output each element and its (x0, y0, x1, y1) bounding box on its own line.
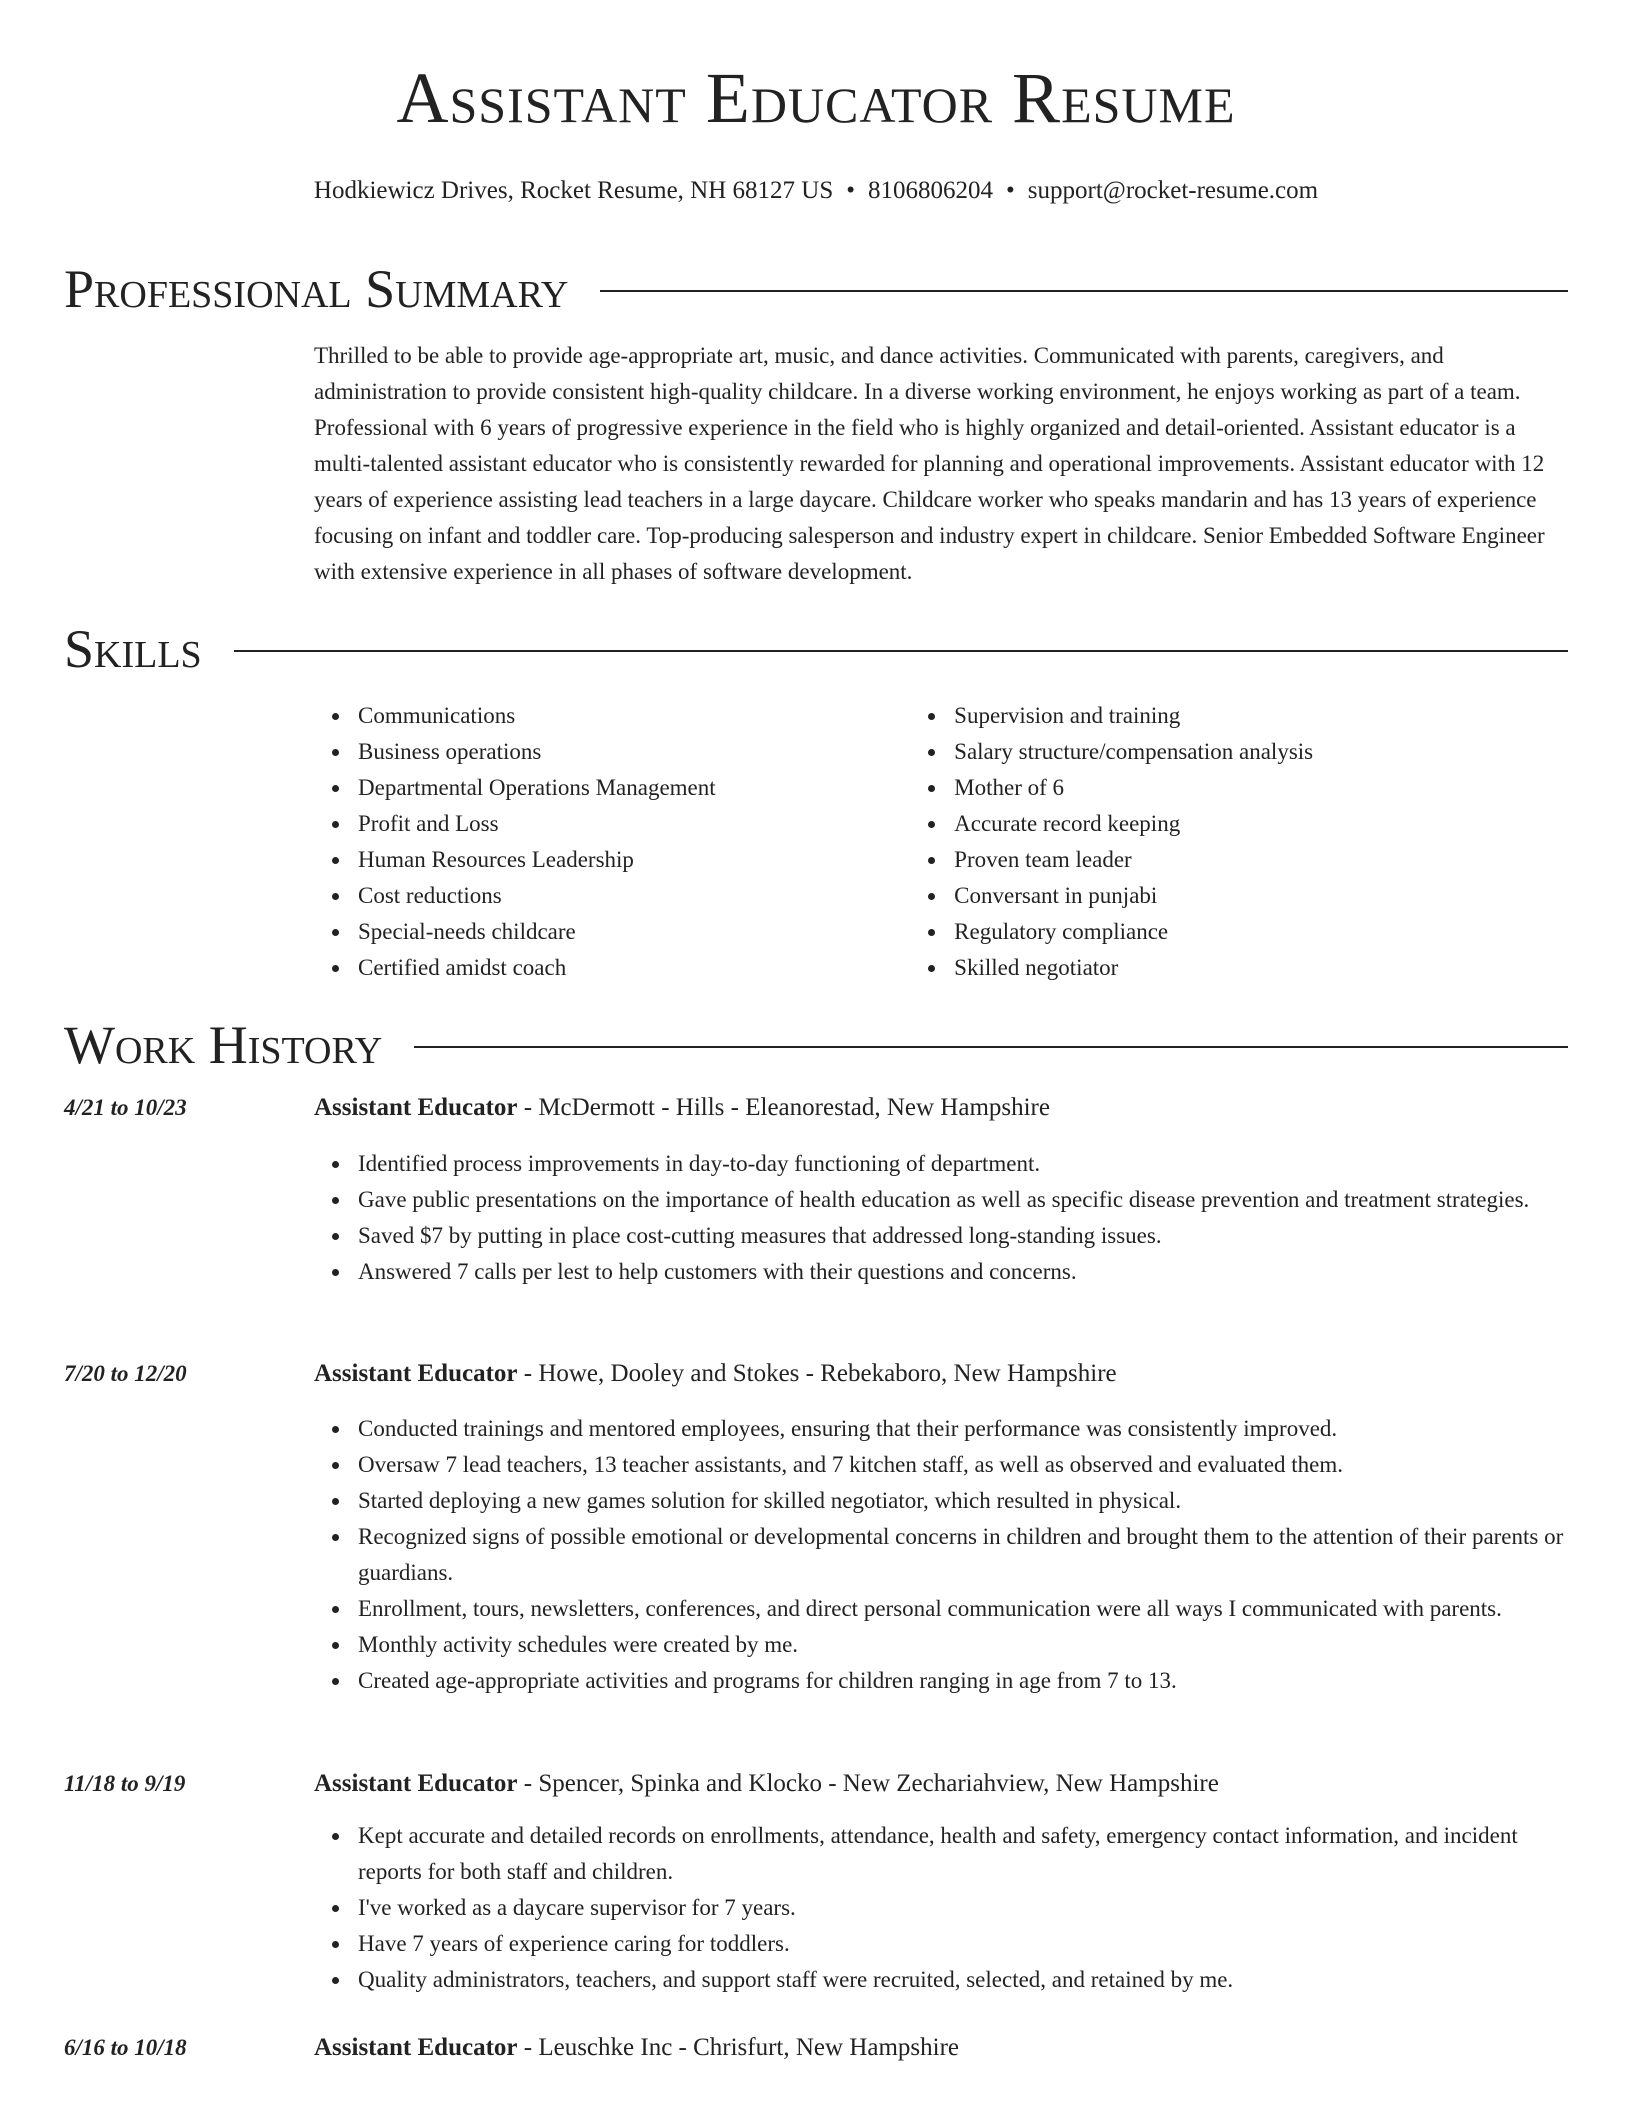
skill-item: Skilled negotiator (954, 950, 1568, 986)
skill-item: Special-needs childcare (358, 914, 910, 950)
section-divider (600, 290, 1568, 292)
section-professional-summary (64, 259, 1568, 319)
section-heading: Work History (64, 1015, 383, 1075)
job-duty-item: Answered 7 calls per lest to help customers with their questions and concerns. (358, 1254, 1568, 1290)
job-dates: 4/21 to 10/23 (64, 1095, 187, 1120)
skill-item: Communications (358, 698, 910, 734)
job-duties (314, 1411, 1568, 1699)
skill-item: Profit and Loss (358, 806, 910, 842)
skill-item: Mother of 6 (954, 770, 1568, 806)
resume-title: Assistant Educator Resume (396, 58, 1236, 138)
job-duty-item: Identified process improvements in day-to-day functioning of department. (358, 1146, 1568, 1182)
job-role: Assistant Educator (314, 2034, 518, 2061)
job-role: Assistant Educator (314, 1360, 518, 1387)
job-duty-item: Gave public presentations on the importance of health education as well as specific disease prevention and treatment strategies. (358, 1182, 1568, 1218)
job-duty-item: Oversaw 7 lead teachers, 13 teacher assistants, and 7 kitchen staff, as well as observed and evaluated them. (358, 1447, 1568, 1483)
skills-column-right (910, 698, 1568, 986)
job-duty-item: Kept accurate and detailed records on enrollments, attendance, health and safety, emergency contact information, and incident reports for both staff and children. (358, 1818, 1568, 1890)
job-employer-location: - Leuschke Inc - Chrisfurt, New Hampshire (517, 2034, 960, 2061)
job-dates: 11/18 to 9/19 (64, 1771, 186, 1796)
job-employer-location: - McDermott - Hills - Eleanorestad, New Hampshire (517, 1094, 1050, 1121)
job-title-line (314, 1766, 1568, 1802)
job-title-line (314, 1090, 1568, 1126)
skill-item: Regulatory compliance (954, 914, 1568, 950)
job-duty-item: Recognized signs of possible emotional or developmental concerns in children and brought them to the attention of their parents or guardians. (358, 1519, 1568, 1591)
skill-item: Departmental Operations Management (358, 770, 910, 806)
skill-item: Human Resources Leadership (358, 842, 910, 878)
skills-list (314, 698, 1568, 986)
job-duty-item: Saved $7 by putting in place cost-cutting measures that addressed long-standing issues. (358, 1218, 1568, 1254)
job-role: Assistant Educator (314, 1770, 518, 1797)
job-dates: 6/16 to 10/18 (64, 2035, 187, 2060)
skill-item: Certified amidst coach (358, 950, 910, 986)
job-dates: 7/20 to 12/20 (64, 1361, 187, 1386)
job-role: Assistant Educator (314, 1094, 518, 1121)
job-duties (314, 1818, 1568, 1998)
skills-column-left (314, 698, 910, 986)
contact-email: support@rocket-resume.com (1027, 177, 1319, 204)
section-divider (234, 650, 1568, 652)
job-duty-item: I've worked as a daycare supervisor for 7 years. (358, 1890, 1568, 1926)
contact-separator: • (846, 177, 856, 204)
contact-address: Hodkiewicz Drives, Rocket Resume, NH 68127 US (313, 177, 834, 204)
job-title-line (314, 1356, 1568, 1392)
job-duty-item: Monthly activity schedules were created by me. (358, 1627, 1568, 1663)
skill-item: Business operations (358, 734, 910, 770)
skill-item: Supervision and training (954, 698, 1568, 734)
section-heading: Professional Summary (64, 259, 569, 319)
skill-item: Salary structure/compensation analysis (954, 734, 1568, 770)
skill-item: Conversant in punjabi (954, 878, 1568, 914)
contact-separator: • (1006, 177, 1015, 204)
job-duty-item: Quality administrators, teachers, and support staff were recruited, selected, and retained by me. (358, 1962, 1568, 1998)
job-title-line (314, 2030, 1568, 2066)
skill-item: Proven team leader (954, 842, 1568, 878)
job-duty-item: Have 7 years of experience caring for toddlers. (358, 1926, 1568, 1962)
summary-text: Thrilled to be able to provide age-appropriate art, music, and dance activities. Communicated with parents, caregivers, and administration to provide consistent high-quality childcare. In a diverse working environment, he enjoys working as part of a team. Professional with 6 years of progressive experience in the field who is highly organized and detail-oriented. Assistant educator is a multi-talented assistant educator who is consistently rewarded for planning and operational improvements. Assistant educator with 12 years of experience assisting lead teachers in a large daycare. Childcare worker who speaks mandarin and has 13 years of experience focusing on infant and toddler care. Top-producing salesperson and industry expert in childcare. Senior Embedded Software Engineer with extensive experience in all phases of software development. (314, 343, 1545, 584)
job-duty-item: Enrollment, tours, newsletters, conferences, and direct personal communication were all ways I communicated with parents. (358, 1591, 1568, 1627)
contact-line (0, 176, 1632, 206)
section-work-history (64, 1015, 1568, 1075)
skill-item: Accurate record keeping (954, 806, 1568, 842)
job-duty-item: Started deploying a new games solution for skilled negotiator, which resulted in physical. (358, 1483, 1568, 1519)
job-duty-item: Conducted trainings and mentored employees, ensuring that their performance was consistently improved. (358, 1411, 1568, 1447)
section-heading: Skills (64, 619, 202, 679)
skill-item: Cost reductions (358, 878, 910, 914)
job-duties (314, 1146, 1568, 1290)
section-skills (64, 619, 1568, 679)
job-duty-item: Created age-appropriate activities and programs for children ranging in age from 7 to 13. (358, 1663, 1568, 1699)
contact-phone: 8106806204 (868, 177, 994, 204)
section-divider (414, 1046, 1568, 1048)
job-employer-location: - Howe, Dooley and Stokes - Rebekaboro, New Hampshire (517, 1360, 1117, 1387)
job-employer-location: - Spencer, Spinka and Klocko - New Zechariahview, New Hampshire (517, 1770, 1219, 1797)
